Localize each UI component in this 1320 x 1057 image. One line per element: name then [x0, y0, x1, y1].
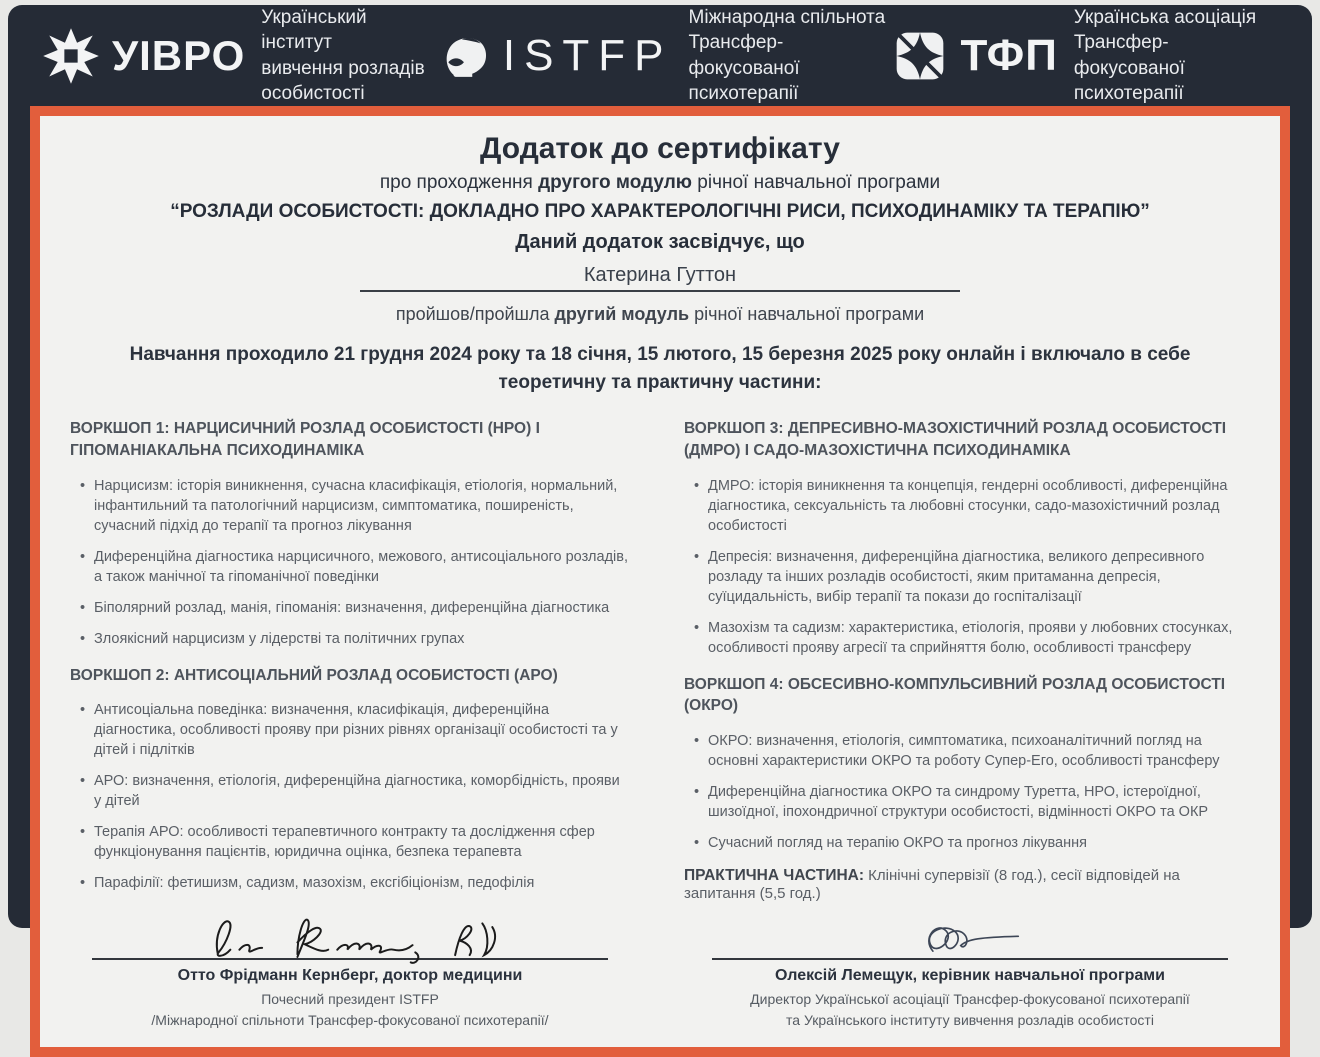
list-item: • Терапія АРО: особливості терапевтичного контракту та дослідження сфер функціонування пацієнтів, юридична оцінка, безпека терапевта: [94, 822, 636, 862]
signature-block-kernberg: [70, 908, 630, 1031]
training-dates: Навчання проходило 21 грудня 2024 року та 18 січня, 15 лютого, 15 березня 2025 року онлайн і включало в себе теоретичну та практичну частини:: [129, 344, 1191, 393]
list-item: • Сучасний погляд на терапію ОКРО та прогноз лікування: [708, 833, 1250, 853]
certificate-body: [30, 106, 1290, 1057]
logo-group-istfp: [441, 5, 893, 106]
list-item: • Нарцисизм: історія виникнення, сучасна класифікація, етіологія, нормальний, інфантильний та патологічний нарцисизм, симптоматика, поширеність, сучасний підхід до терапії та прогноз лікування: [94, 476, 636, 536]
tfp-description: Українська асоціація Трансфер-фокусованої психотерапії: [1073, 7, 1257, 104]
workshop-columns: [70, 402, 1250, 904]
pinwheel-icon: [892, 28, 948, 84]
list-item: • Антисоціальна поведінка: визначення, класифікація, диференційна діагностика, особливості прояву при різних рівнях організації особистості та у дітей і підлітків: [94, 700, 636, 760]
tfp-logo: [892, 28, 1057, 84]
starburst-icon: [42, 27, 100, 85]
list-item: • Диференційна діагностика нарцисичного, межового, антисоціального розладів, а також манічної та гіпоманічної поведінки: [94, 547, 636, 587]
head-profile-icon: [441, 31, 491, 81]
list-item: • ОКРО: визначення, етіологія, симптоматика, психоаналітичний погляд на основні характеристики ОКРО та роботу Супер-Его, особливості трансферу: [708, 731, 1250, 771]
kernberg-role: Почесний президент ISTFP /Міжнародної спільноти Трансфер-фокусованої психотерапії/: [151, 991, 549, 1029]
list-item: • ДМРО: історія виникнення та концепція, гендерні особливості, диференційна діагностика, сексуальність та любовні стосунки, садо-мазохістичний розлад особистості: [708, 476, 1250, 536]
certificate-title: Додаток до сертифікату: [480, 132, 840, 166]
list-item: • АРО: визначення, етіологія, диференційна діагностика, коморбідність, прояви у дітей: [94, 771, 636, 811]
signature-row: [70, 908, 1250, 1031]
workshop-4-list: [684, 725, 1250, 853]
workshop-2-list: [70, 694, 636, 893]
list-item: • Депресія: визначення, диференційна діагностика, великого депресивного розладу та інших розладів особистості, яким притаманна депресія, суїцидальність, вибір терапії та покази до госпіталізації: [708, 547, 1250, 607]
istfp-logo: [441, 31, 673, 81]
attest-line: Даний додаток засвідчує, що: [515, 231, 805, 254]
recipient-name-row: [70, 264, 1250, 292]
practical-part: ПРАКТИЧНА ЧАСТИНА: Клінічні супервізії (8 год.), сесії відповідей на запитання (5,5 год.): [684, 866, 1180, 902]
tfp-wordmark: ТФП: [960, 30, 1058, 80]
certificate-window: [8, 5, 1312, 1029]
logo-group-tfp: [892, 5, 1278, 106]
completion-line: пройшов/пройшла другий модуль річної навчальної програми: [395, 304, 925, 325]
logo-group-uivro: [42, 5, 441, 106]
list-item: • Біполярний розлад, манія, гіпоманія: визначення, диференційна діагностика: [94, 598, 636, 618]
list-item: • Злоякісний нарцисизм у лідерстві та політичних групах: [94, 629, 636, 649]
lemeshchuk-role: Директор Української асоціації Трансфер-фокусованої психотерапії та Українського інституту вивчення розладів особистості: [750, 991, 1190, 1029]
list-item: • Парафілії: фетишизм, садизм, мазохізм, ексгібіціонізм, педофілія: [94, 873, 636, 893]
right-column: [684, 402, 1250, 904]
uivro-description: Український інститут вивчення розладів особистості: [261, 7, 425, 104]
list-item: • Мазохізм та садизм: характеристика, етіологія, прояви у любовних стосунках, особливості прояву агресії та сприйняття болю, особливості трансферу: [708, 618, 1250, 658]
program-title: “РОЗЛАДИ ОСОБИСТОСТІ: ДОКЛАДНО ПРО ХАРАКТЕРОЛОГІЧНІ РИСИ, ПСИХОДИНАМІКУ ТА ТЕРАПІЮ”: [170, 201, 1150, 223]
certificate-subtitle: про проходження другого модулю річної навчальної програми: [379, 172, 941, 194]
left-column: [70, 402, 636, 904]
recipient-name: Катерина Гуттон: [360, 264, 960, 292]
workshop-4-heading: ВОРКШОП 4: ОБСЕСИВНО-КОМПУЛЬСИВНИЙ РОЗЛАД ОСОБИСТОСТІ (ОКРО): [684, 675, 1226, 715]
workshop-3-list: [684, 470, 1250, 658]
logo-header: [8, 5, 1312, 106]
uivro-wordmark: УІВРО: [112, 31, 246, 79]
workshop-1-heading: ВОРКШОП 1: НАРЦИСИЧНИЙ РОЗЛАД ОСОБИСТОСТІ (НРО) І ГІПОМАНІАКАЛЬНА ПСИХОДИНАМІКА: [70, 420, 540, 459]
workshop-2-heading: ВОРКШОП 2: АНТИСОЦІАЛЬНИЙ РОЗЛАД ОСОБИСТОСТІ (АРО): [70, 666, 558, 684]
workshop-1-list: [70, 470, 636, 649]
kernberg-name: Отто Фрідманн Кернберг, доктор медицини: [177, 967, 523, 985]
istfp-description: Міжнародна спільнота Трансфер-фокусованої психотерапії: [688, 7, 886, 104]
workshop-3-heading: ВОРКШОП 3: ДЕПРЕСИВНО-МАЗОХІСТИЧНИЙ РОЗЛАД ОСОБИСТОСТІ (ДМРО) І САДО-МАЗОХІСТИЧНА ПСИХОДИНАМІКА: [684, 420, 1227, 459]
istfp-wordmark: ISTFP: [502, 30, 673, 80]
list-item: • Диференційна діагностика ОКРО та синдрому Туретта, НРО, істероїдної, шизоїдної, іпохондричної структури особистості, відмінності ОКРО та ОКР: [708, 782, 1250, 822]
uivro-logo: [42, 27, 245, 85]
lemeshchuk-name: Олексій Лемещук, керівник навчальної програми: [775, 967, 1165, 985]
signature-block-lemeshchuk: [690, 908, 1250, 1031]
